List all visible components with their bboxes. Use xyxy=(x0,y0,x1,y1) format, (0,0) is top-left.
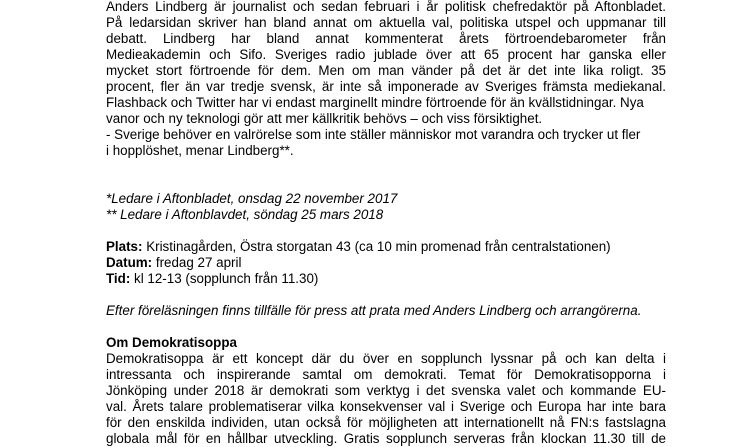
body-line: procent, fler än var tredje svensk, är inte så imponerade av Sveriges främsta mediekanal. xyxy=(106,79,666,94)
about-line: Jönköping under 2018 är demokrati som verktyg i det svenska valet och kommande EU- xyxy=(106,383,666,398)
body-line: På ledarsidan skriver han bland annat om aktuella val, politiska utspel och uppmanar till xyxy=(106,15,666,30)
body-paragraph xyxy=(106,0,666,159)
press-note: Efter föreläsningen finns tillfälle för press att prata med Anders Lindberg och arrangörerna. xyxy=(106,303,642,318)
event-place-value: Kristinagården, Östra storgatan 43 (ca 10 min promenad från centralstationen) xyxy=(142,239,611,254)
body-line: debatt. Lindberg har bland annat kommenterat årets förtroendebarometer från xyxy=(106,31,666,46)
event-time xyxy=(106,271,666,287)
event-place-label: Plats: xyxy=(106,239,143,254)
about-line: intressanta och inspirerande samtal om demokrati. Temat för Demokratisopporna i xyxy=(106,367,666,382)
about-line: Demokratisoppa är ett koncept där du över en sopplunch lyssnar på och kan delta i xyxy=(106,351,666,366)
about-line: för den enskilda individen, utan också för möjligheten att internationellt nå FN:s fastslagna xyxy=(106,415,666,430)
body-line: i hopplöshet, menar Lindberg**. xyxy=(106,143,294,158)
event-date-label: Datum: xyxy=(106,255,153,270)
event-date-value: fredag 27 april xyxy=(152,255,242,270)
footnote-1: *Ledare i Aftonbladet, onsdag 22 november 2017 xyxy=(106,191,398,206)
event-time-label: Tid: xyxy=(106,271,131,286)
about-line: globala mål för en hållbar utveckling. Gratis sopplunch serveras från klockan 11.30 till de xyxy=(106,431,666,446)
about-line: val. Årets talare problematiserar vilka konsekvenser val i Sverige och Europa har inte bara xyxy=(106,399,666,414)
body-line: - Sverige behöver en valrörelse som inte ställer människor mot varandra och trycker ut fler xyxy=(106,127,641,142)
body-line: mycket stort förtroende för dem. Men om man vänder på det är det inte lika roligt. 35 xyxy=(106,63,666,78)
event-date xyxy=(106,255,666,271)
body-line: Anders Lindberg är journalist och sedan februari i år politisk chefredaktör på Aftonbladet. xyxy=(106,0,666,14)
event-place xyxy=(106,239,666,255)
footnote-2: ** Ledare i Aftonblavdet, söndag 25 mars 2018 xyxy=(106,207,384,222)
body-line: vanor och ny teknologi gör att mer källkritik behövs – och viss försiktighet. xyxy=(106,111,543,126)
event-time-value: kl 12-13 (sopplunch från 11.30) xyxy=(130,271,319,286)
body-line: Flashback och Twitter har vi endast marginellt mindre förtroende för än kvällstidningar. Nya xyxy=(106,95,644,110)
about-paragraph xyxy=(106,351,666,447)
document-page xyxy=(106,0,666,447)
about-heading: Om Demokratisoppa xyxy=(106,335,237,350)
body-line: Medieakademin och Sifo. Sveriges radio jublade över att 65 procent har ganska eller xyxy=(106,47,666,62)
